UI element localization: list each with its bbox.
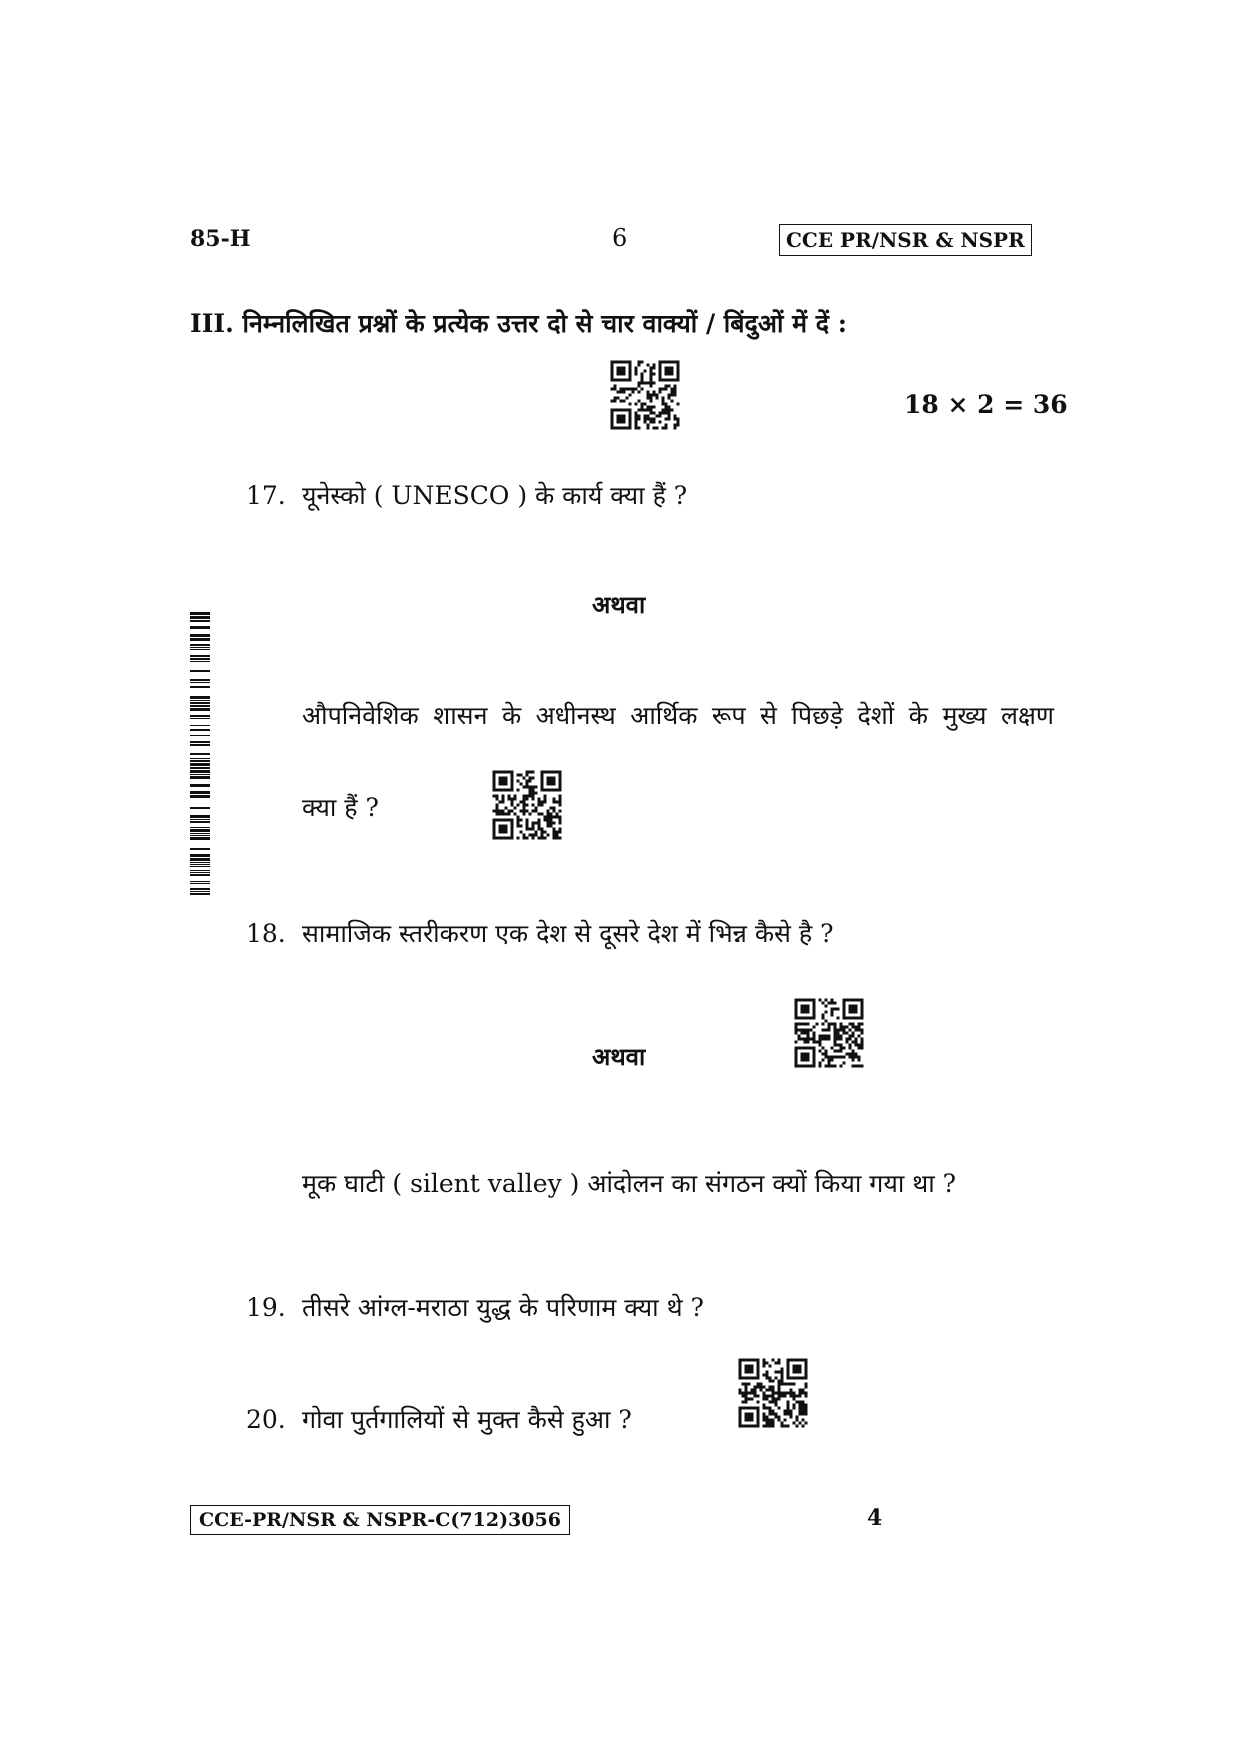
footer-number: 4: [867, 1505, 883, 1531]
or-label: अथवा: [592, 1042, 646, 1071]
question-17-alternative-line2: क्या हैं ?: [302, 793, 379, 822]
question-19: [246, 1290, 704, 1324]
page-number: 6: [612, 224, 628, 252]
question-17-alternative-line1: औपनिवेशिक शासन के अधीनस्थ आर्थिक रूप से पिछड़े देशों के मुख्य लक्षण: [302, 701, 1054, 730]
barcode-icon: [190, 612, 210, 895]
question-text: यूनेस्को ( UNESCO ) के कार्य क्या हैं ?: [302, 481, 688, 510]
question-number: 18.: [246, 919, 286, 948]
qr-code-icon: [738, 1358, 808, 1428]
section-marks: 18 × 2 = 36: [904, 390, 1068, 419]
paper-code: 85-H: [190, 226, 251, 252]
or-label: अथवा: [592, 590, 646, 619]
question-text: सामाजिक स्तरीकरण एक देश से दूसरे देश में भिन्न कैसे है ?: [302, 919, 834, 948]
exam-code-box: CCE PR/NSR & NSPR: [779, 224, 1032, 256]
question-18-alternative: मूक घाटी ( silent valley ) आंदोलन का संगठन क्यों किया गया था ?: [302, 1169, 957, 1198]
question-18: [246, 916, 834, 950]
question-text: तीसरे आंग्ल-मराठा युद्ध के परिणाम क्या थे ?: [302, 1293, 704, 1322]
qr-code-icon: [492, 770, 562, 840]
section-instruction: III. निम्नलिखित प्रश्नों के प्रत्येक उत्तर दो से चार वाक्यों / बिंदुओं में दें :: [190, 309, 847, 338]
qr-code-icon: [610, 360, 680, 430]
question-text: गोवा पुर्तगालियों से मुक्त कैसे हुआ ?: [302, 1405, 632, 1434]
question-20: [246, 1402, 632, 1436]
question-17: [246, 478, 687, 512]
question-number: 20.: [246, 1405, 286, 1434]
qr-code-icon: [794, 998, 864, 1068]
question-number: 17.: [246, 481, 286, 510]
footer-code-box: CCE-PR/NSR & NSPR-C(712)3056: [190, 1505, 570, 1535]
question-number: 19.: [246, 1293, 286, 1322]
